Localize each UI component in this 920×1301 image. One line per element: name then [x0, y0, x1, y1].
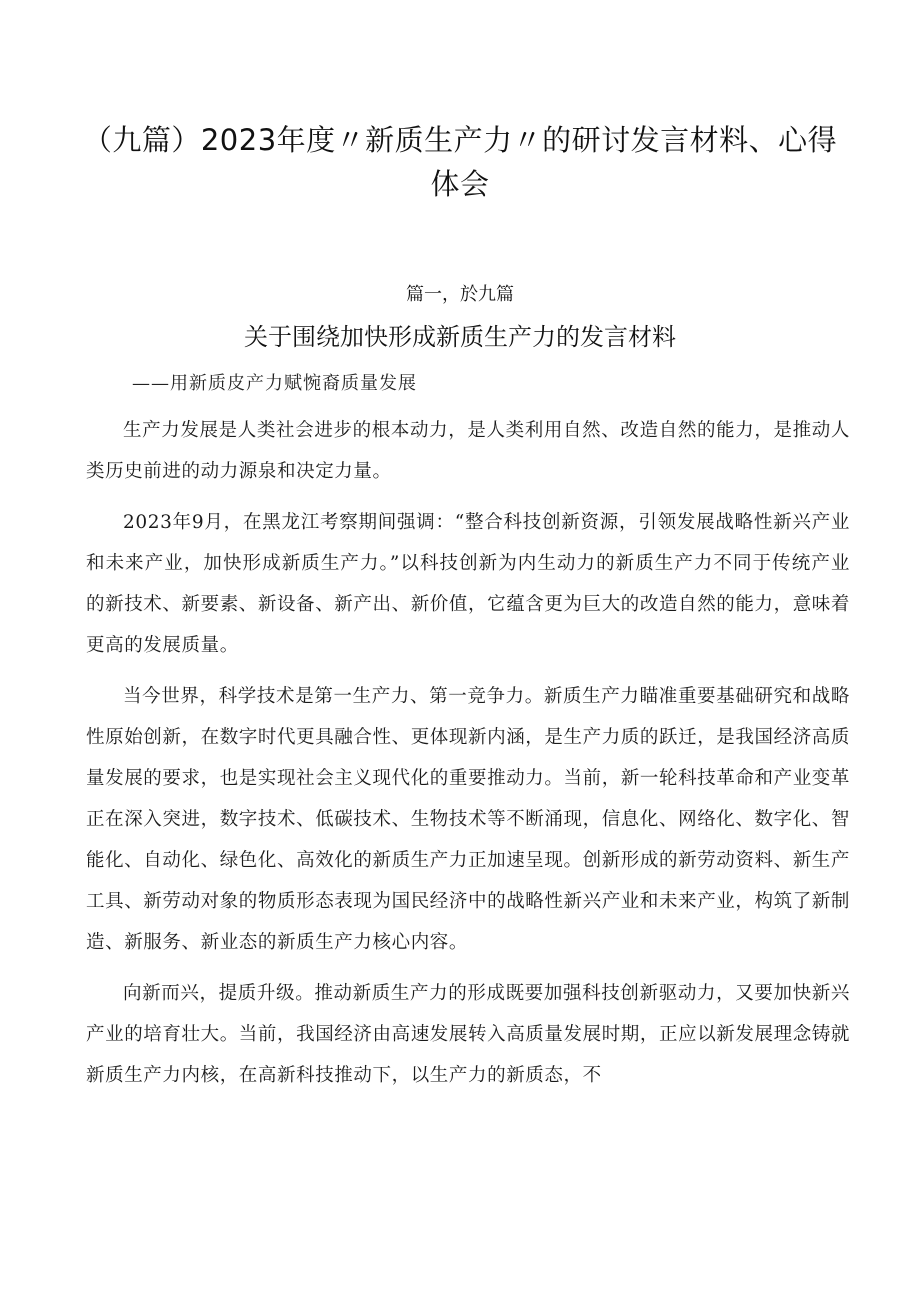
section-subtitle: ——用新质皮产力赋惋裔质量发展	[132, 373, 417, 394]
section-label: 篇一，於九篇	[406, 284, 514, 305]
paragraph-2: 2023年9月，在黑龙江考察期间强调：“整合科技创新资源，引领发展战略性新兴产业和未来产业，加快形成新质生产力。”以科技创新为内生动力的新质生产力不同于传统产业的新技术、新要素、新设备、新产出、新价值，它蕴含更为巨大的改造自然的能力，意味着更高的发展质量。	[86, 512, 851, 656]
document-body	[86, 410, 850, 1106]
paragraph-3: 当今世界，科学技术是第一生产力、第一竞争力。新质生产力瞄准重要基础研究和战略性原始创新，在数字时代更具融合性、更体现新内涵，是生产力质的跃迁，是我国经济高质量发展的要求，也是实现社会主义现代化的重要推动力。当前，新一轮科技革命和产业变革正在深入突进，数字技术、低碳技术、生物技术等不断涌现，信息化、网络化、数字化、智能化、自动化、绿色化、高效化的新质生产力正加速呈现。创新形成的新劳动资料、新生产工具、新劳动对象的物质形态表现为国民经济中的战略性新兴产业和未来产业，构筑了新制造、新服务、新业态的新质生产力核心内容。	[86, 686, 851, 953]
paragraph-4: 向新而兴，提质升级。推动新质生产力的形成既要加强科技创新驱动力，又要加快新兴产业的培育壮大。当前，我国经济由高速发展转入高质量发展时期，正应以新发展理念铸就新质生产力内核，在高新科技推动下，以生产力的新质态，不	[86, 983, 851, 1086]
document-title: （九篇）2023年度〃新质生产力〃的研讨发言材料、心得体会	[82, 123, 838, 201]
section-heading: 关于围绕加快形成新质生产力的发言材料	[244, 323, 676, 351]
paragraph-1: 生产力发展是人类社会进步的根本动力，是人类利用自然、改造自然的能力，是推动人类历史前进的动力源泉和决定力量。	[86, 420, 850, 482]
